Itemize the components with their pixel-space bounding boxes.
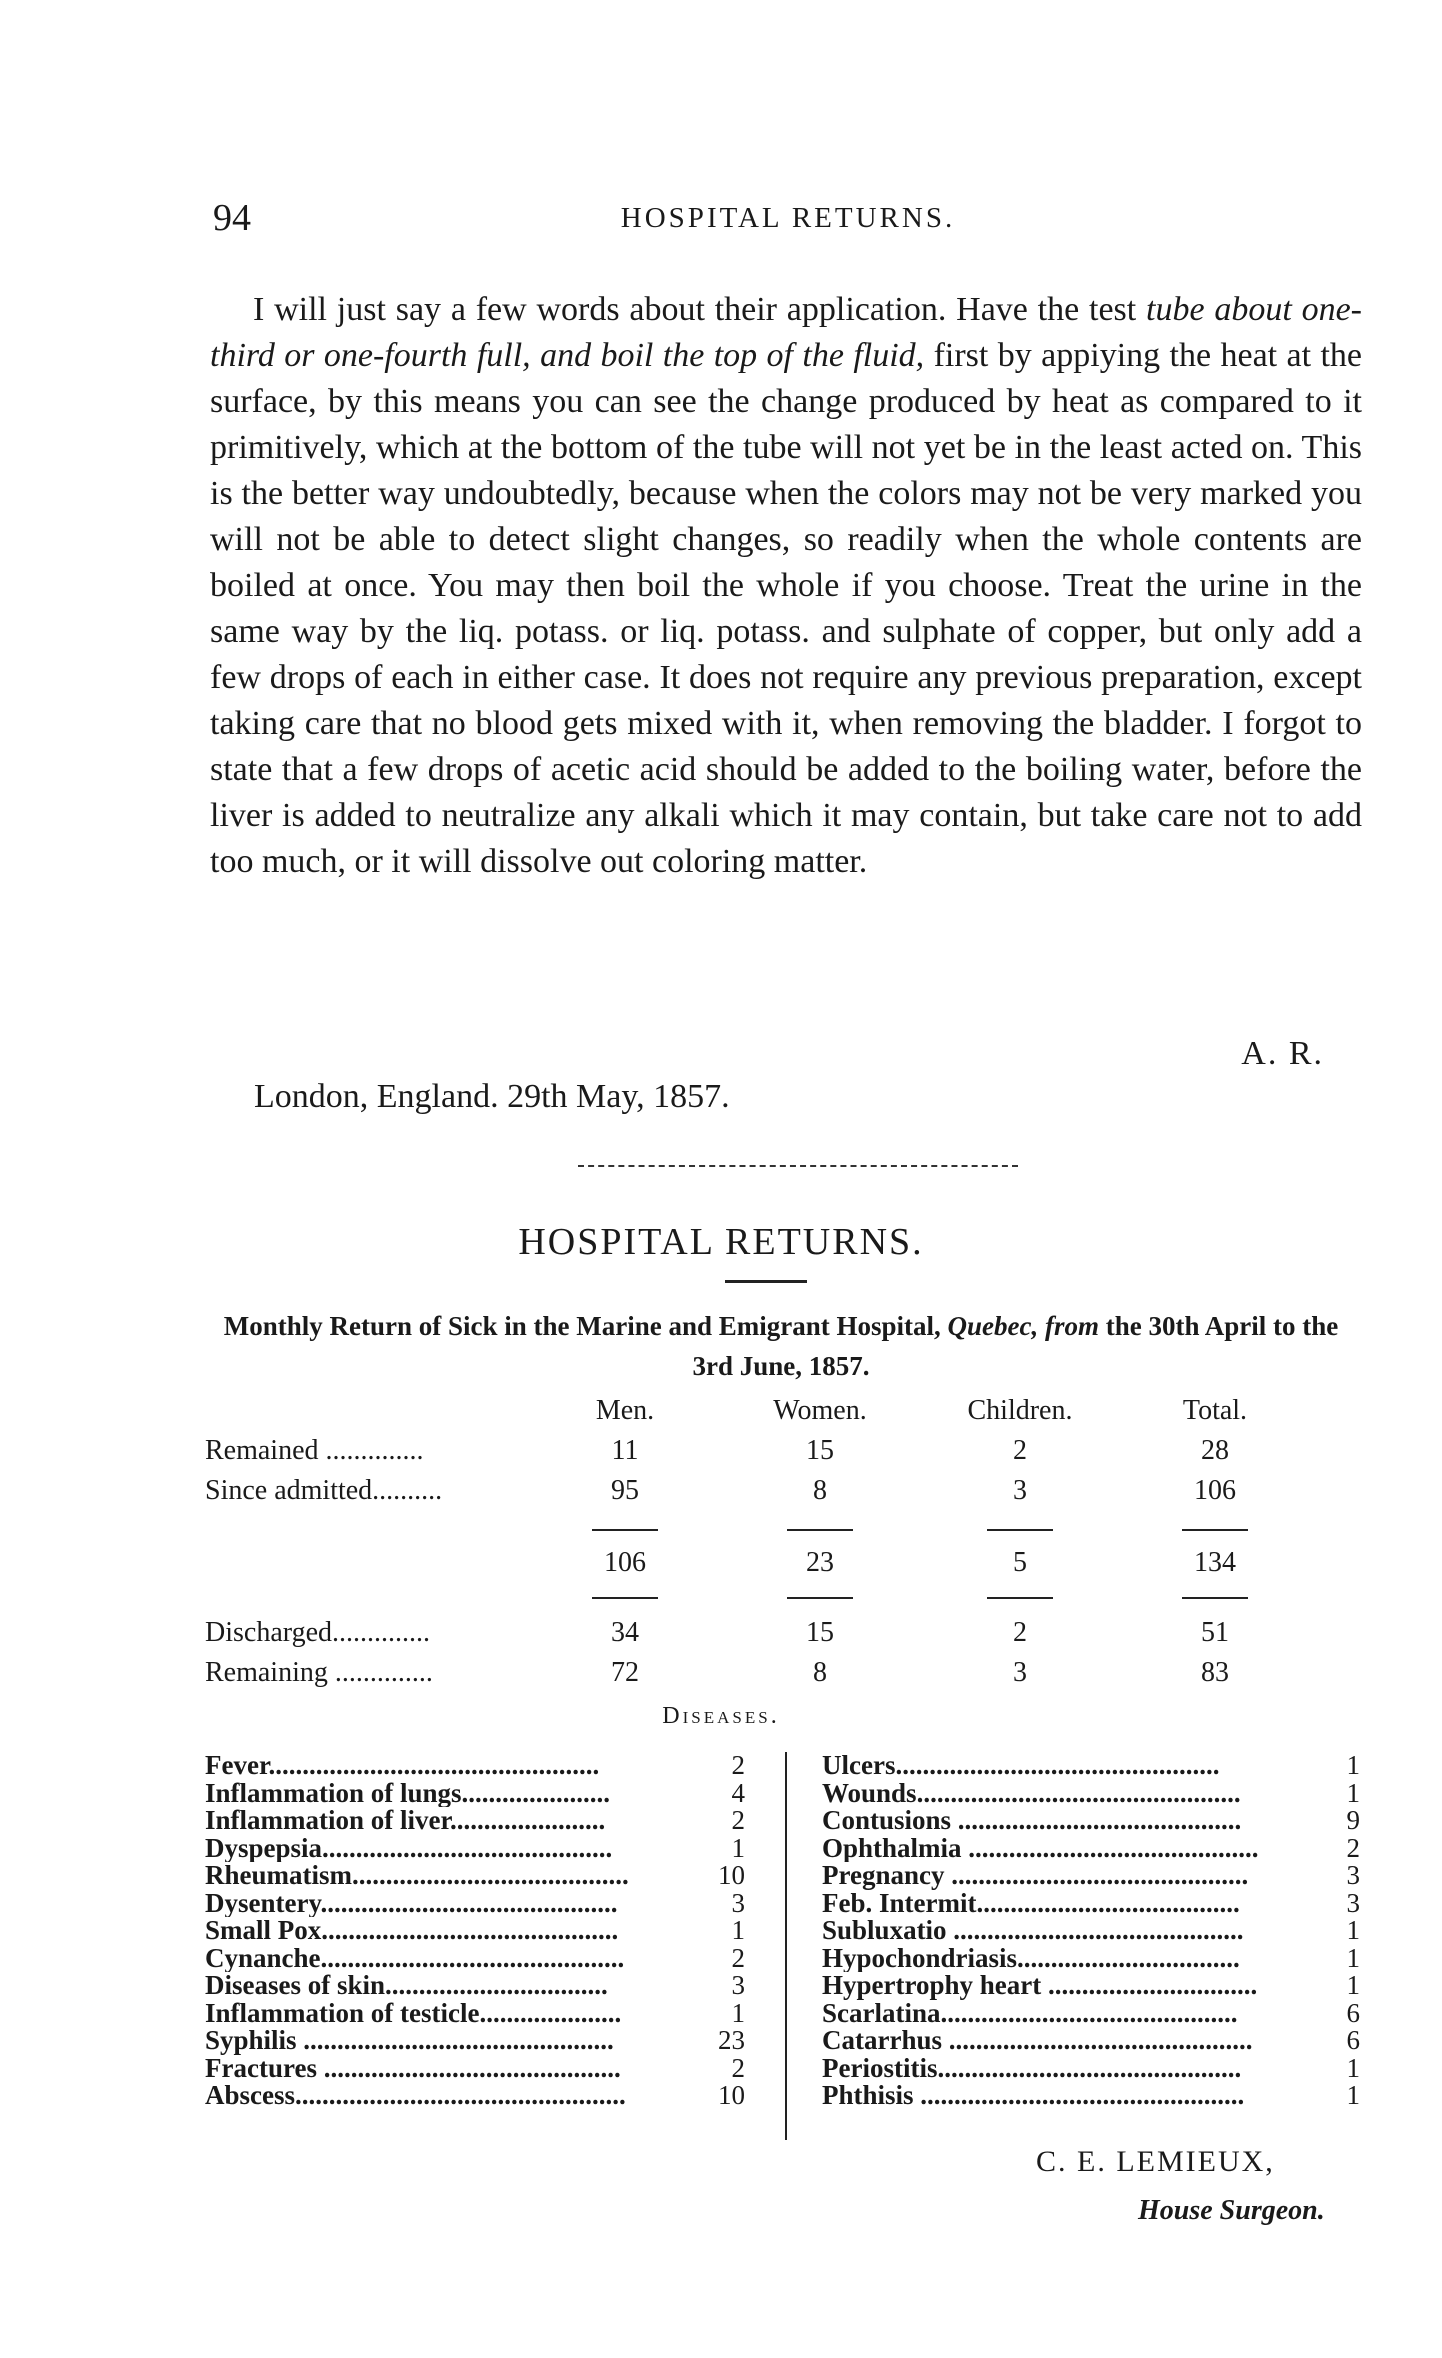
sum-rule xyxy=(987,1529,1053,1531)
letter-text-part-1: I will just say a few words about their application. Have the test xyxy=(253,291,1147,328)
disease-name: Diseases of skin................................. xyxy=(205,1972,608,2000)
disease-count: 3 xyxy=(1346,1860,1360,1890)
disease-name: Catarrhus ............................................. xyxy=(822,2027,1253,2055)
sum-rule xyxy=(787,1597,853,1599)
sum-rule xyxy=(987,1597,1053,1599)
disease-name: Ophthalmia ........................................... xyxy=(822,1834,1259,1862)
disease-row xyxy=(822,2027,1360,2055)
disease-count: 1 xyxy=(1346,1942,1360,1973)
cell-children: 5 xyxy=(1013,1547,1027,1578)
disease-count: 10 xyxy=(718,2080,745,2110)
disease-row xyxy=(205,1997,745,2028)
disease-name: Fractures ............................................ xyxy=(205,2054,621,2082)
cell-total: 28 xyxy=(1201,1435,1229,1466)
running-title: HOSPITAL RETURNS. xyxy=(620,202,956,234)
cell-women: 23 xyxy=(806,1547,834,1578)
disease-count: 1 xyxy=(731,1915,745,1945)
disease-count: 1 xyxy=(1346,1777,1360,1808)
disease-row xyxy=(822,2052,1360,2083)
disease-name: Pregnancy ............................................ xyxy=(822,1862,1249,1890)
disease-row xyxy=(205,1972,745,2000)
disease-name: Wounds................................................ xyxy=(822,1779,1241,1807)
disease-row xyxy=(205,1752,745,1780)
disease-count: 1 xyxy=(731,1832,745,1863)
cell-children: 2 xyxy=(1013,1435,1027,1466)
returns-row-remained xyxy=(205,1435,1357,1475)
cell-women: 8 xyxy=(813,1475,827,1506)
row-label: Since admitted.......... xyxy=(205,1475,443,1506)
cell-total: 106 xyxy=(1194,1475,1236,1506)
disease-count: 3 xyxy=(1346,1887,1360,1918)
disease-row xyxy=(205,1917,745,1945)
returns-row-discharged xyxy=(205,1617,1357,1657)
disease-name: Syphilis .............................................. xyxy=(205,2027,614,2055)
sum-rule xyxy=(592,1529,658,1531)
disease-count: 2 xyxy=(1346,1832,1360,1863)
disease-count: 23 xyxy=(718,2025,745,2055)
disease-name: Hypertrophy heart ............................... xyxy=(822,1972,1258,2000)
letter-paragraph xyxy=(210,287,1362,885)
disease-row xyxy=(205,1777,745,1808)
column-divider xyxy=(785,1752,787,2140)
disease-count: 2 xyxy=(731,1750,745,1780)
disease-name: Contusions .......................................... xyxy=(822,1807,1242,1835)
returns-header-row xyxy=(205,1395,1357,1435)
disease-name: Dysentery............................................ xyxy=(205,1889,618,1917)
caption-italic: Quebec, from xyxy=(947,1311,1099,1341)
disease-name: Phthisis ................................................ xyxy=(822,2082,1245,2110)
cell-men: 34 xyxy=(611,1617,639,1648)
row-label: Discharged.............. xyxy=(205,1617,430,1648)
disease-count: 3 xyxy=(731,1970,745,2000)
cell-women: 15 xyxy=(806,1435,834,1466)
sum-rule-row xyxy=(205,1515,1357,1547)
disease-count: 2 xyxy=(731,2052,745,2083)
disease-row xyxy=(822,1777,1360,1808)
disease-name: Abscess................................................. xyxy=(205,2082,626,2110)
page-number: 94 xyxy=(213,197,251,239)
letter-initials: A. R. xyxy=(1241,1035,1324,1072)
disease-name: Dyspepsia........................................... xyxy=(205,1834,613,1862)
header-men: Men. xyxy=(595,1395,655,1426)
signature-title: House Surgeon. xyxy=(1138,2195,1325,2226)
row-label: Remained .............. xyxy=(205,1435,424,1466)
disease-name: Small Pox............................................ xyxy=(205,1917,619,1945)
disease-name: Inflammation of liver....................... xyxy=(205,1807,606,1835)
cell-men: 95 xyxy=(611,1475,639,1506)
disease-name: Hypochondriasis................................. xyxy=(822,1944,1240,1972)
row-label: Remaining .............. xyxy=(205,1657,433,1688)
disease-count: 2 xyxy=(731,1942,745,1973)
disease-count: 10 xyxy=(718,1860,745,1890)
cell-total: 134 xyxy=(1194,1547,1236,1578)
cell-total: 83 xyxy=(1201,1657,1229,1688)
disease-name: Inflammation of testicle..................... xyxy=(205,1999,622,2027)
disease-name: Feb. Intermit....................................... xyxy=(822,1889,1240,1917)
disease-count: 1 xyxy=(731,1997,745,2028)
cell-men: 106 xyxy=(604,1547,646,1578)
letter-text-part-2: first by appiying the heat at the surface, by this means you can see the change produced by heat as compared to it primitively, which at the bottom of the tube will not yet be in the least acted on. This is the better way undoubtedly, because when the colors may not be very marked you will not be able to detect slight changes, so readily when the whole contents are boiled at once. You may then boil the whole if you choose. Treat the urine in the same way by the liq. potass. or liq. potass. and sulphate of copper, but only add a few drops of each in either case. It does not require any previous preparation, except taking care that no blood gets mixed with it, when removing the bladder. I forgot to state that a few drops of acetic acid should be added to the boiling water, before the liver is added to neutralize any alkali which it may contain, but take care not to add too much, or it will dissolve out coloring matter. xyxy=(210,337,1362,880)
disease-count: 3 xyxy=(731,1887,745,1918)
disease-name: Ulcers................................................ xyxy=(822,1752,1220,1780)
returns-row-remaining xyxy=(205,1657,1357,1697)
disease-row xyxy=(822,1972,1360,2000)
header-children: Children. xyxy=(967,1395,1073,1426)
cell-women: 15 xyxy=(806,1617,834,1648)
disease-count: 1 xyxy=(1346,2080,1360,2110)
cell-women: 8 xyxy=(813,1657,827,1688)
sum-rule xyxy=(592,1597,658,1599)
section-title: HOSPITAL RETURNS. xyxy=(518,1221,924,1263)
returns-table xyxy=(205,1395,1357,1697)
disease-count: 1 xyxy=(1346,2052,1360,2083)
disease-name: Fever................................................. xyxy=(205,1752,600,1780)
section-separator xyxy=(578,1165,1018,1167)
disease-row xyxy=(205,1942,745,1973)
disease-count: 9 xyxy=(1346,1805,1360,1835)
letter-text-italic: tube about one-third or one-fourth full, and boil the top of the fluid, xyxy=(210,291,1362,374)
sum-rule xyxy=(787,1529,853,1531)
sum-rule-row xyxy=(205,1587,1357,1617)
running-head xyxy=(213,196,1363,246)
disease-row xyxy=(822,1942,1360,1973)
disease-name: Subluxatio ........................................... xyxy=(822,1917,1244,1945)
header-women: Women. xyxy=(773,1395,867,1426)
diseases-left-column xyxy=(205,1752,745,2110)
disease-row xyxy=(205,1832,745,1863)
sum-rule xyxy=(1182,1529,1248,1531)
disease-name: Periostitis............................................. xyxy=(822,2054,1242,2082)
diseases-heading: Diseases. xyxy=(662,1703,780,1729)
disease-count: 4 xyxy=(731,1777,745,1808)
disease-row xyxy=(205,2027,745,2055)
disease-name: Scarlatina............................................ xyxy=(822,1999,1238,2027)
returns-caption xyxy=(205,1306,1357,1386)
disease-count: 2 xyxy=(731,1805,745,1835)
disease-count: 1 xyxy=(1346,1750,1360,1780)
cell-children: 3 xyxy=(1013,1475,1027,1506)
returns-row-subtotal xyxy=(205,1547,1357,1587)
title-rule xyxy=(725,1280,807,1283)
disease-name: Rheumatism......................................... xyxy=(205,1862,629,1890)
disease-row xyxy=(822,1997,1360,2028)
disease-row xyxy=(205,1862,745,1890)
disease-row xyxy=(822,1807,1360,1835)
returns-row-admitted xyxy=(205,1475,1357,1515)
caption-part-2: the 30th April to the 3rd June, 1857. xyxy=(692,1311,1339,1381)
signature-name: C. E. LEMIEUX, xyxy=(1036,2145,1275,2178)
disease-row xyxy=(205,2082,745,2110)
header-total: Total. xyxy=(1182,1395,1248,1426)
disease-row xyxy=(205,1807,745,1835)
disease-count: 6 xyxy=(1346,2025,1360,2055)
disease-row xyxy=(822,2082,1360,2110)
disease-row xyxy=(822,1832,1360,1863)
disease-count: 6 xyxy=(1346,1997,1360,2028)
letter-body xyxy=(210,287,1362,885)
cell-children: 3 xyxy=(1013,1657,1027,1688)
cell-men: 11 xyxy=(611,1435,639,1466)
disease-row xyxy=(822,1862,1360,1890)
disease-row xyxy=(205,1887,745,1918)
cell-children: 2 xyxy=(1013,1617,1027,1648)
disease-row xyxy=(205,2052,745,2083)
disease-row xyxy=(822,1917,1360,1945)
cell-total: 51 xyxy=(1201,1617,1229,1648)
sum-rule xyxy=(1182,1597,1248,1599)
disease-name: Inflammation of lungs...................... xyxy=(205,1779,611,1807)
disease-row xyxy=(822,1752,1360,1780)
disease-name: Cynanche............................................. xyxy=(205,1944,625,1972)
diseases-right-column xyxy=(822,1752,1360,2110)
cell-men: 72 xyxy=(611,1657,639,1688)
caption-part-1: Monthly Return of Sick in the Marine and Emigrant Hospital, xyxy=(223,1311,948,1341)
disease-count: 1 xyxy=(1346,1970,1360,2000)
disease-count: 1 xyxy=(1346,1915,1360,1945)
disease-row xyxy=(822,1887,1360,1918)
letter-dateline: London, England. 29th May, 1857. xyxy=(254,1078,730,1115)
